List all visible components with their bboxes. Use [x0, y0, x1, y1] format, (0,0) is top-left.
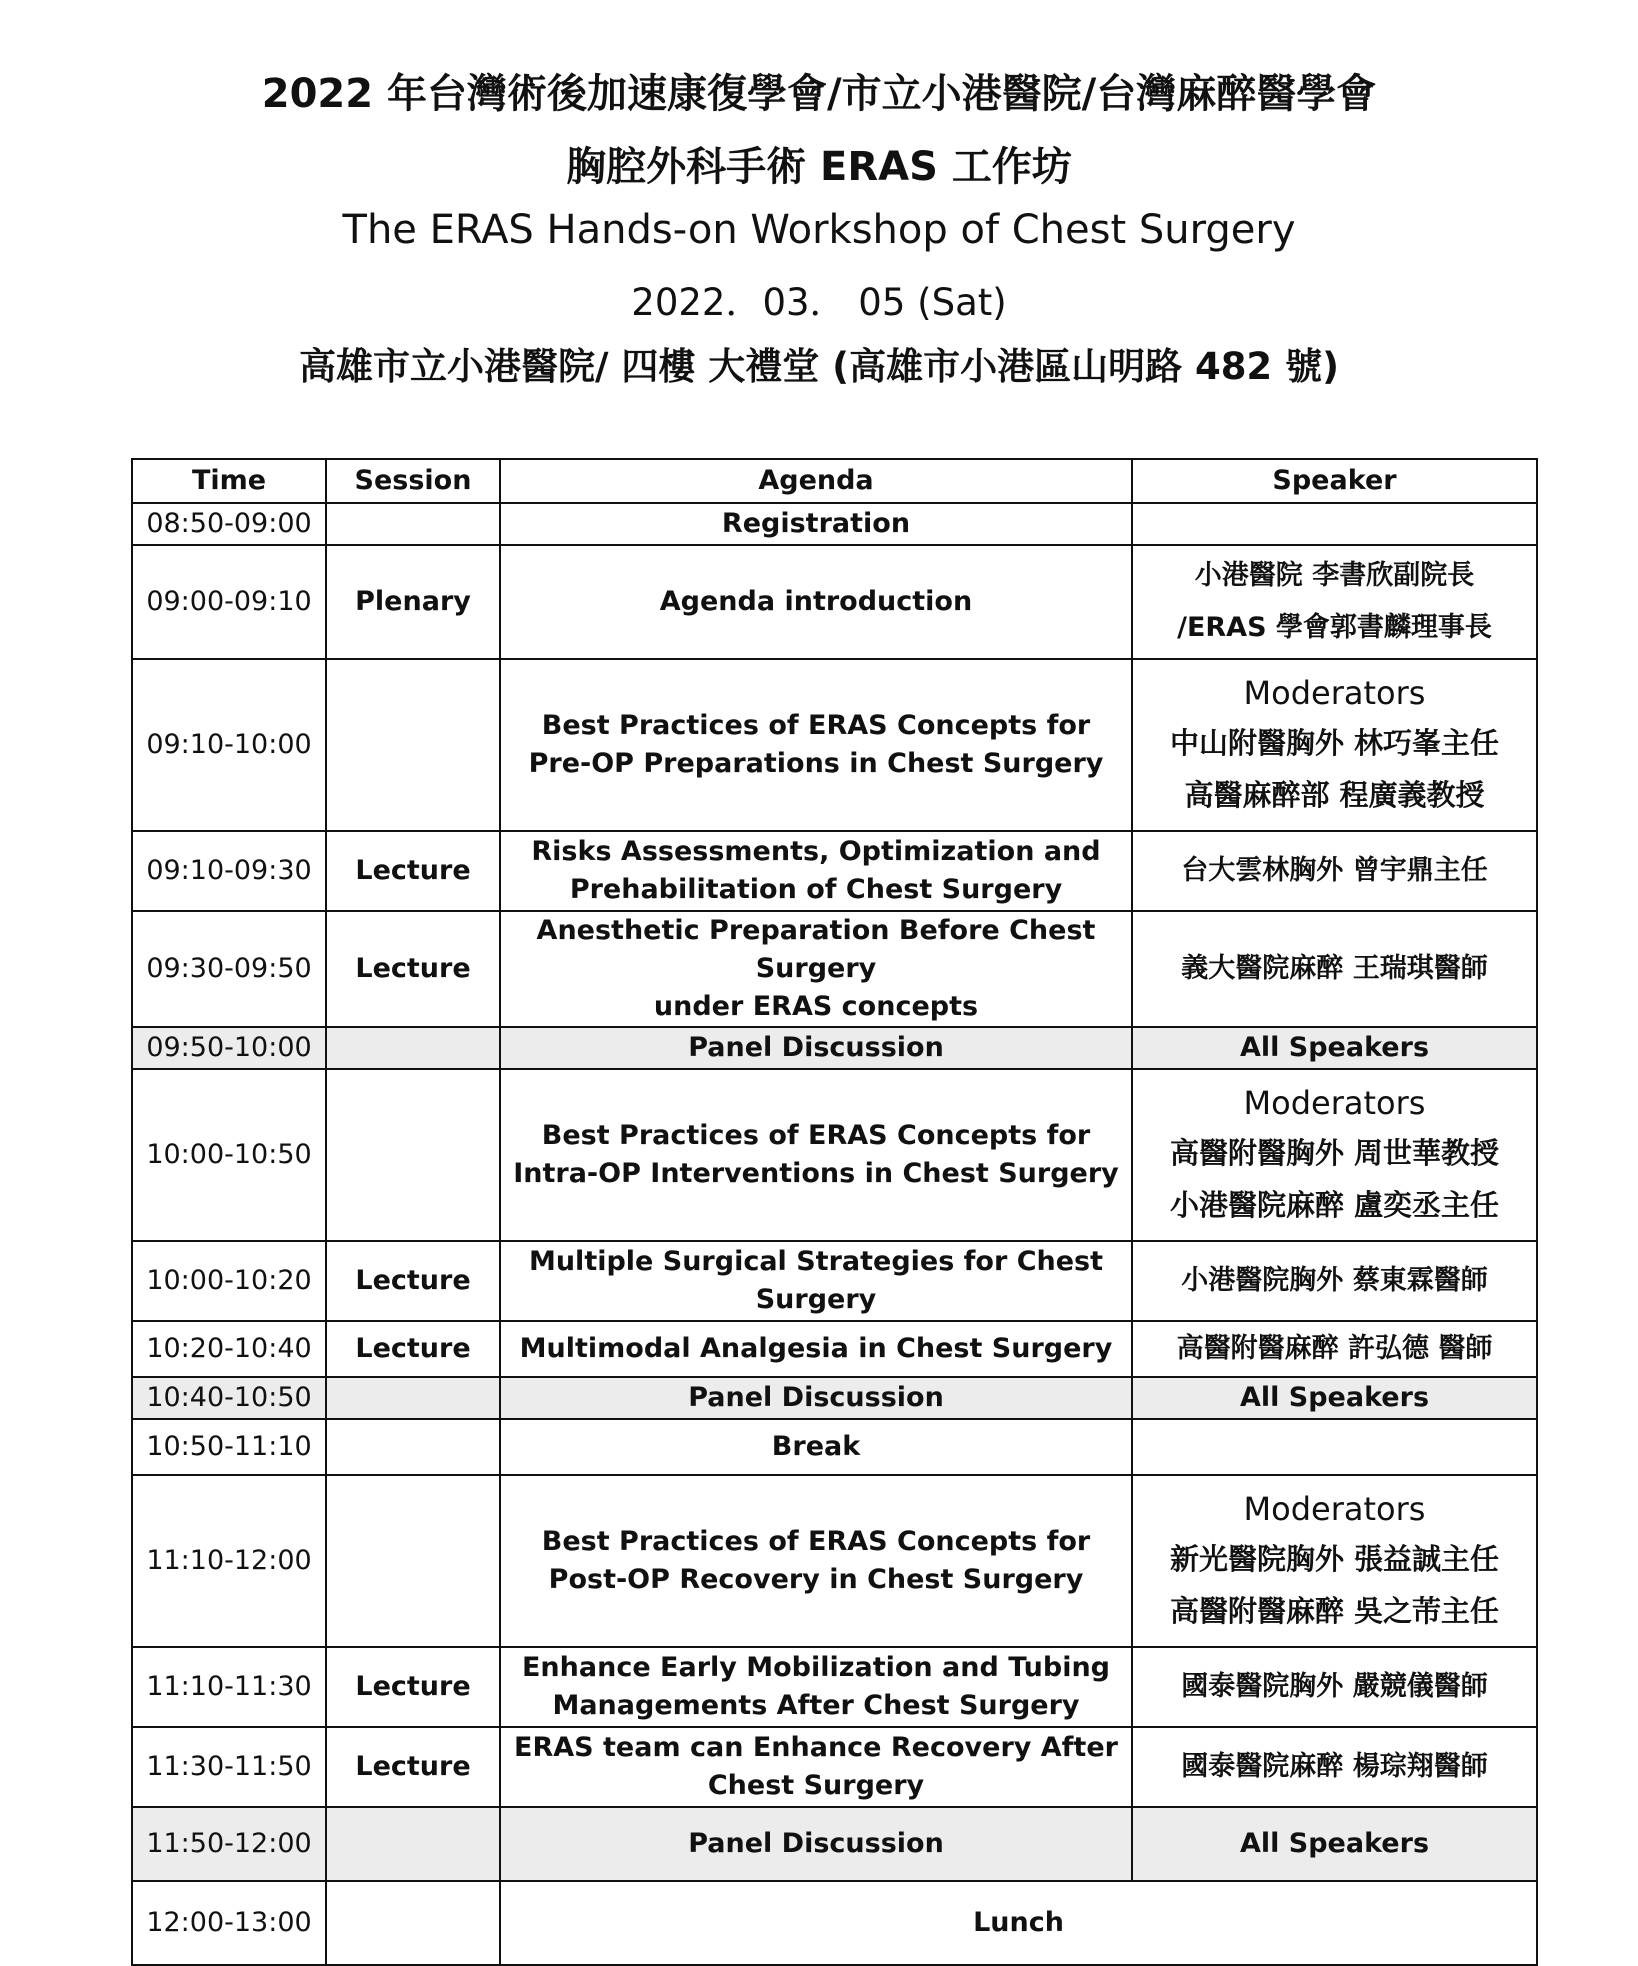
moderator-name: 新光醫院胸外 張益誠主任 [1169, 1542, 1500, 1576]
row-speaker [1132, 1069, 1537, 1241]
speaker-line: 小港醫院 李書欣副院長 [1194, 560, 1475, 591]
header-title-line2: 胸腔外科手術 ERAS 工作坊 [566, 144, 1072, 190]
row-time: 11:10-11:30 [132, 1647, 326, 1727]
table-row [132, 545, 1537, 659]
row-agenda [500, 1647, 1132, 1727]
row-time: 10:50-11:10 [132, 1419, 326, 1475]
row-time: 09:00-09:10 [132, 545, 326, 659]
table-row [132, 1027, 1537, 1069]
row-time: 11:30-11:50 [132, 1727, 326, 1807]
row-speaker: 高醫附醫麻醉 許弘德 醫師 [1132, 1321, 1537, 1377]
header-agenda: Agenda [500, 459, 1132, 503]
row-time: 10:00-10:20 [132, 1241, 326, 1321]
row-session [326, 1027, 500, 1069]
agenda-table [131, 458, 1538, 1966]
row-agenda [500, 1069, 1132, 1241]
row-session [326, 503, 500, 545]
row-session [326, 1377, 500, 1419]
row-agenda [500, 659, 1132, 831]
table-row [132, 1069, 1537, 1241]
agenda-line: under ERAS concepts [653, 991, 979, 1022]
row-speaker: All Speakers [1132, 1027, 1537, 1069]
agenda-line: ERAS team can Enhance Recovery After [514, 1732, 1118, 1763]
table-row [132, 1881, 1537, 1965]
row-agenda: Panel Discussion [500, 1807, 1132, 1881]
row-time: 09:10-10:00 [132, 659, 326, 831]
agenda-line: Enhance Early Mobilization and Tubing [521, 1652, 1111, 1683]
table-row [132, 911, 1537, 1027]
table-row [132, 1377, 1537, 1419]
row-time: 12:00-13:00 [132, 1881, 326, 1965]
moderator-name: 高醫麻醉部 程廣義教授 [1184, 778, 1485, 812]
moderator-name: 高醫附醫胸外 周世華教授 [1169, 1136, 1500, 1170]
row-time: 08:50-09:00 [132, 503, 326, 545]
moderator-name: 中山附醫胸外 林巧峯主任 [1169, 726, 1500, 760]
row-agenda [500, 831, 1132, 911]
row-agenda: Panel Discussion [500, 1027, 1132, 1069]
row-session [326, 1881, 500, 1965]
row-session [326, 1475, 500, 1647]
row-speaker [1132, 545, 1537, 659]
agenda-line: Managements After Chest Surgery [552, 1690, 1080, 1721]
row-agenda: Panel Discussion [500, 1377, 1132, 1419]
header-time: Time [132, 459, 326, 503]
row-agenda: Registration [500, 503, 1132, 545]
agenda-line: Multiple Surgical Strategies for Chest [528, 1246, 1104, 1277]
row-agenda: Multimodal Analgesia in Chest Surgery [500, 1321, 1132, 1377]
row-speaker [1132, 1475, 1537, 1647]
row-agenda: Break [500, 1419, 1132, 1475]
header-date: 2022．03． 05 (Sat) [631, 281, 1007, 324]
row-agenda [500, 1727, 1132, 1807]
agenda-line: Chest Surgery [707, 1770, 925, 1801]
row-time: 09:10-09:30 [132, 831, 326, 911]
agenda-line: Prehabilitation of Chest Surgery [569, 874, 1063, 905]
row-session: Lecture [326, 831, 500, 911]
agenda-line: Pre-OP Preparations in Chest Surgery [528, 748, 1104, 779]
row-agenda: Agenda introduction [500, 545, 1132, 659]
agenda-line: Best Practices of ERAS Concepts for [541, 710, 1091, 741]
moderators-title: Moderators [1243, 1490, 1426, 1528]
row-session: Lecture [326, 911, 500, 1027]
row-session [326, 1419, 500, 1475]
moderators-title: Moderators [1243, 674, 1426, 712]
table-row [132, 1727, 1537, 1807]
table-row [132, 831, 1537, 911]
row-agenda [500, 1475, 1132, 1647]
agenda-line: Intra-OP Interventions in Chest Surgery [513, 1158, 1119, 1189]
header-speaker: Speaker [1132, 459, 1537, 503]
header-title-english: The ERAS Hands-on Workshop of Chest Surgery [342, 207, 1296, 253]
row-speaker [1132, 503, 1537, 545]
table-row [132, 1475, 1537, 1647]
row-time: 09:50-10:00 [132, 1027, 326, 1069]
moderator-name: 小港醫院麻醉 盧奕丞主任 [1169, 1188, 1500, 1222]
agenda-line: Surgery [755, 1284, 877, 1315]
table-row [132, 659, 1537, 831]
table-row [132, 1321, 1537, 1377]
row-session: Lecture [326, 1727, 500, 1807]
row-session: Lecture [326, 1647, 500, 1727]
row-speaker: 義大醫院麻醉 王瑞琪醫師 [1132, 911, 1537, 1027]
row-session: Lecture [326, 1241, 500, 1321]
row-session [326, 1069, 500, 1241]
row-session: Lecture [326, 1321, 500, 1377]
row-speaker: 國泰醫院胸外 嚴競儀醫師 [1132, 1647, 1537, 1727]
table-row [132, 1241, 1537, 1321]
agenda-line: Anesthetic Preparation Before Chest Surgery [536, 915, 1096, 984]
agenda-line: Risks Assessments, Optimization and [531, 836, 1101, 867]
row-time: 09:30-09:50 [132, 911, 326, 1027]
row-agenda: Lunch [500, 1881, 1537, 1965]
row-time: 10:00-10:50 [132, 1069, 326, 1241]
table-row [132, 1419, 1537, 1475]
row-agenda [500, 911, 1132, 1027]
row-time: 10:40-10:50 [132, 1377, 326, 1419]
row-speaker: All Speakers [1132, 1377, 1537, 1419]
row-time: 10:20-10:40 [132, 1321, 326, 1377]
table-row [132, 1807, 1537, 1881]
row-speaker: 國泰醫院麻醉 楊琮翔醫師 [1132, 1727, 1537, 1807]
row-speaker: All Speakers [1132, 1807, 1537, 1881]
row-session [326, 1807, 500, 1881]
agenda-line: Best Practices of ERAS Concepts for [541, 1526, 1091, 1557]
row-time: 11:10-12:00 [132, 1475, 326, 1647]
agenda-line: Post-OP Recovery in Chest Surgery [548, 1564, 1084, 1595]
row-agenda [500, 1241, 1132, 1321]
row-session: Plenary [326, 545, 500, 659]
row-speaker [1132, 659, 1537, 831]
row-speaker: 台大雲林胸外 曾宇鼎主任 [1132, 831, 1537, 911]
table-row [132, 1647, 1537, 1727]
row-speaker: 小港醫院胸外 蔡東霖醫師 [1132, 1241, 1537, 1321]
speaker-line: /ERAS 學會郭書麟理事長 [1177, 612, 1492, 643]
row-speaker [1132, 1419, 1537, 1475]
table-row [132, 503, 1537, 545]
moderator-name: 高醫附醫麻醉 吳之芾主任 [1169, 1594, 1500, 1628]
header-session: Session [326, 459, 500, 503]
header-title-line1: 2022 年台灣術後加速康復學會/市立小港醫院/台灣麻醉醫學會 [261, 71, 1377, 117]
table-header-row [132, 459, 1537, 503]
header-venue: 高雄市立小港醫院/ 四樓 大禮堂 (高雄市小港區山明路 482 號) [299, 345, 1339, 388]
row-session [326, 659, 500, 831]
row-time: 11:50-12:00 [132, 1807, 326, 1881]
moderators-title: Moderators [1243, 1084, 1426, 1122]
agenda-line: Best Practices of ERAS Concepts for [541, 1120, 1091, 1151]
